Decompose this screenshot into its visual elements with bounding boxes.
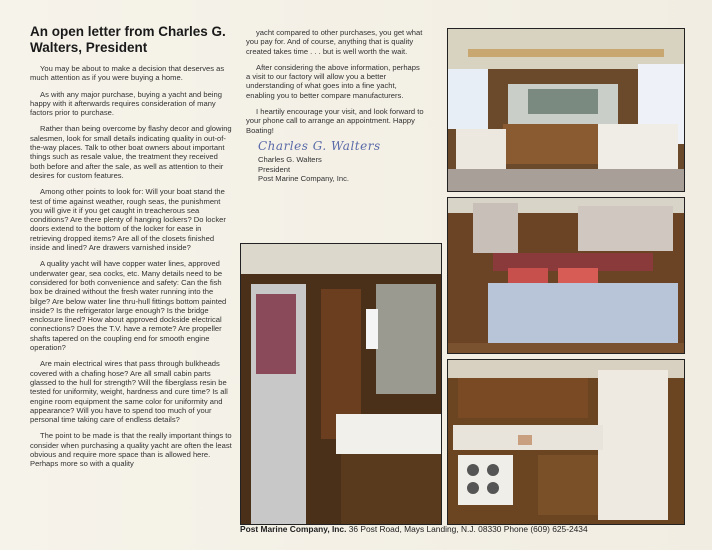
signer-block	[258, 155, 426, 183]
signer-name: Charles G. Walters	[258, 155, 322, 165]
letter-title: An open letter from Charles G. Walters, President	[30, 24, 226, 55]
photo-head	[240, 243, 442, 525]
photo-galley	[447, 359, 685, 525]
head-illustration	[241, 244, 441, 524]
paragraph: As with any major purchase, buying a yacht and being happy with it afterwards requires consideration of many factors prior to purchase.	[30, 89, 222, 118]
letter-column-2	[246, 28, 426, 183]
letter-column-1	[30, 64, 232, 476]
footer-phone: Phone (609) 625-2434	[503, 524, 588, 534]
footer-address: 36 Post Road, Mays Landing, N.J. 08330	[348, 524, 502, 534]
paragraph: A quality yacht will have copper water lines, approved underwater gear, sea cocks, etc. Many details need to be considered for both convenience and safety: Can the fish box be drained without the fresh water running into the bilge? Are below water line thru-hull fittings bottom painted inside? Is the refrigerator large enough? Is the bridge enclosure lined? How about approved dockside electrical connections? Does the T.V. have a remote? Are propeller shafts tapered on the coupling end for smooth engine operation?	[30, 259, 227, 353]
footer-company: Post Marine Company, Inc.	[240, 524, 347, 534]
paragraph: I heartily encourage your visit, and look forward to your phone call to arrange an appointment. Happy Boating!	[246, 107, 424, 135]
galley-illustration	[448, 360, 684, 524]
paragraph: The point to be made is that the really important things to consider when purchasing a quality yacht are often the least obvious and require more space than is allowed here. Perhaps more so with a quality	[30, 431, 232, 469]
paragraph: yacht compared to other purchases, you get what you pay for. And of course, anything that is quality created takes time . . . but is well worth the wait.	[246, 28, 423, 56]
photo-salon	[447, 28, 685, 192]
paragraph: Among other points to look for: Will your boat stand the test of time against weather, rough seas, the punishment you will give it if you get caught in treacherous sea conditions? Are there plenty of hanging lockers? Do locker doors extend to the bottom of the locker for ease in retrieving dropped items? Are all of the closets finished inside and lined? Are drawers varnished inside?	[30, 187, 226, 253]
signer-company: Post Marine Company, Inc.	[258, 173, 350, 183]
paragraph: Rather than being overcome by flashy decor and glowing salesmen, look for small details indicating quality in out-of-the-way places. Talk to other boat owners about important things such as resale value, the treatment they received both before and after the sale, as well as attention to their desires for custom features.	[30, 124, 232, 180]
stateroom-illustration	[448, 198, 684, 353]
footer	[240, 524, 684, 534]
paragraph: You may be about to make a decision that deserves as much attention as if you were buying a home.	[30, 64, 225, 83]
photo-stateroom	[447, 197, 685, 354]
paragraph: Are main electrical wires that pass through bulkheads covered with a chafing hose? Are all small cabin parts glassed to the hull for strength? Will the fiberglass resin be tested for uniformity, weight, hardness and cure time? Is all engine room equipment the same color for uniformity and appearance? Will you have to spend too much of your personal time taking care of endless details?	[30, 359, 228, 425]
signature: Charles G. Walters	[258, 138, 381, 153]
salon-illustration	[448, 29, 684, 191]
signer-title: President	[258, 164, 291, 174]
paragraph: After considering the above information, perhaps a visit to our factory will allow you a better understanding of what goes into a fine yacht, enabling you to better compare manufacturers.	[246, 62, 420, 100]
